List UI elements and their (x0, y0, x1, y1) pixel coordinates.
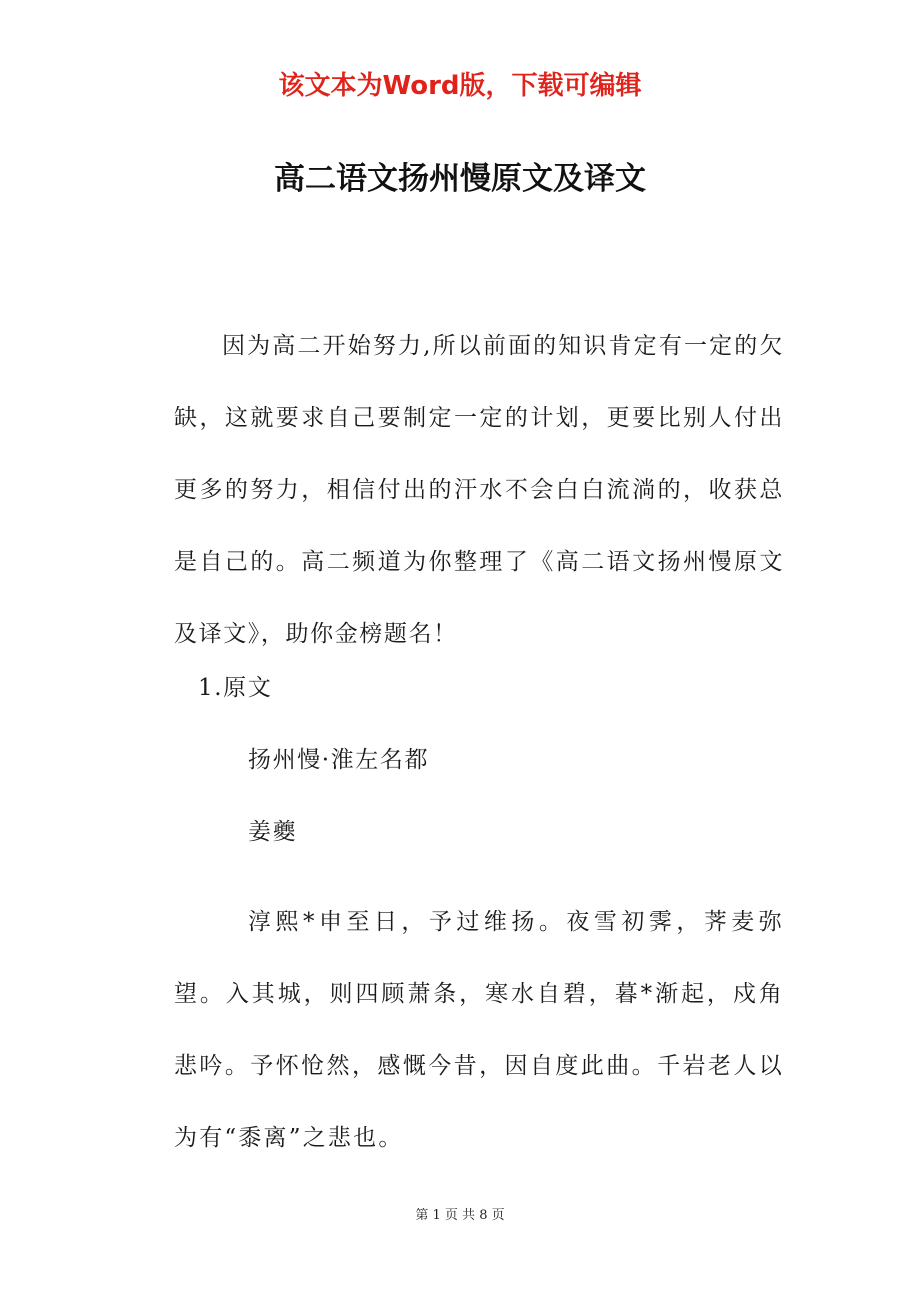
poem-author: 姜夔 (248, 819, 298, 845)
page-footer: 第 1 页 共 8 页 (415, 1208, 505, 1223)
intro-paragraph: 因为高二开始努力,所以前面的知识肯定有一定的欠缺，这就要求自己要制定一定的计划，更要比别人付出更多的努力，相信付出的汗水不会白白流淌的，收获总是自己的。高二频道为你整理了《高二语文扬州慢原文及译文》，助你金榜题名！ (174, 333, 784, 647)
poem-title: 扬州慢·淮左名都 (248, 747, 430, 773)
download-banner: 该文本为Word版，下载可编辑 (278, 71, 642, 101)
section-heading: 1.原文 (198, 675, 273, 701)
document-title: 高二语文扬州慢原文及译文 (274, 161, 646, 197)
preface-paragraph: 淳熙*申至日，予过维扬。夜雪初霁，荠麦弥望。入其城，则四顾萧条，寒水自碧，暮*渐起，戍角悲吟。予怀怆然，感慨今昔，因自度此曲。千岩老人以为有“黍离”之悲也。 (174, 909, 784, 1151)
